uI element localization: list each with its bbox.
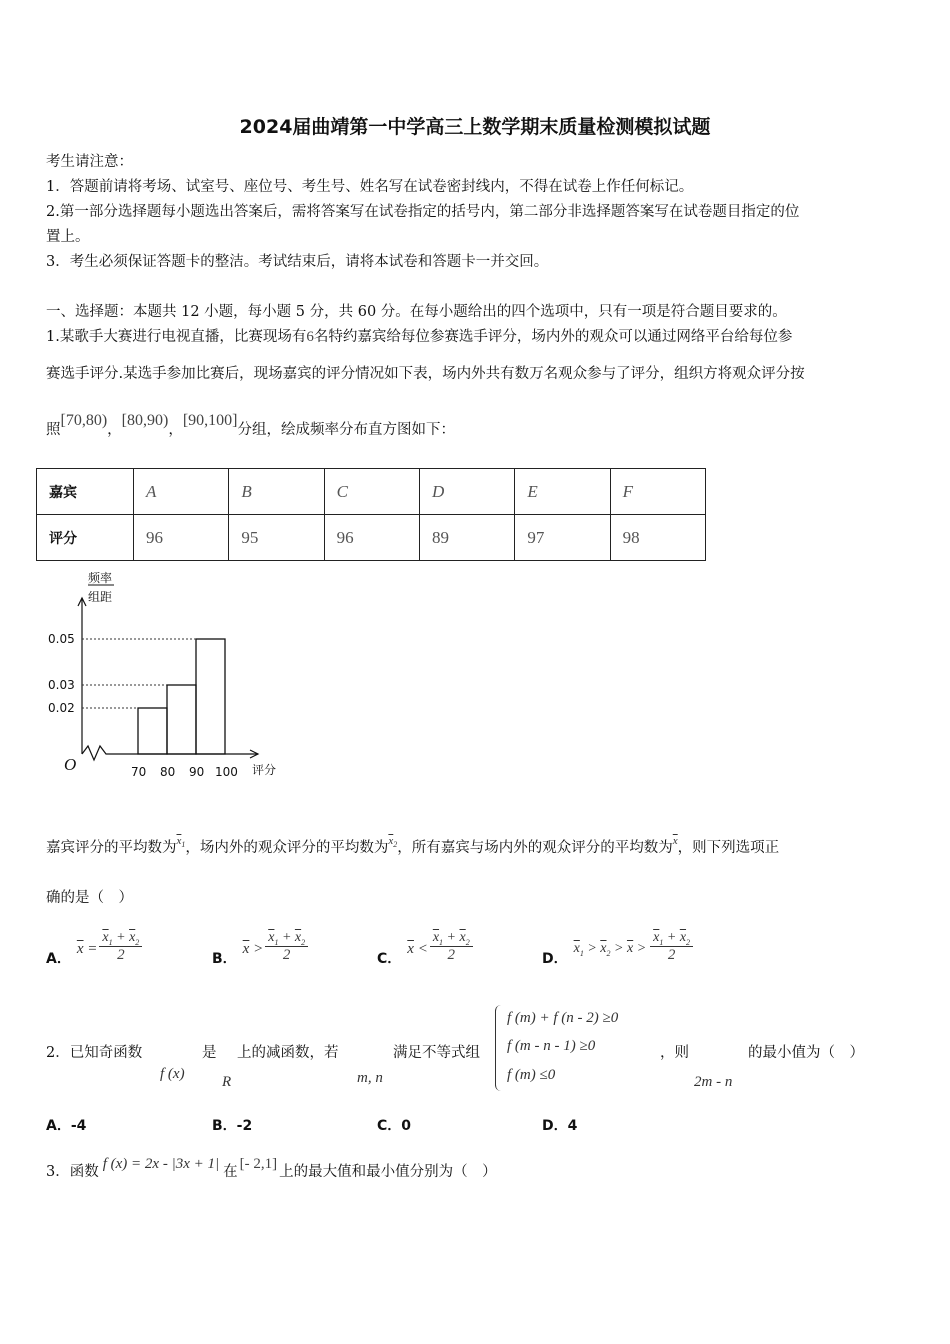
opt-b-num-x2: $\overline{x}$ (294, 929, 302, 945)
sep-1: ， (107, 422, 122, 438)
q2-sys3: f (m) ≤0 (507, 1067, 556, 1083)
interval-80-90: [80,90) (121, 412, 169, 429)
judge-f: F (610, 469, 705, 515)
q2-sys2: f (m - n - 1) ≥0 (507, 1038, 596, 1054)
opt-c-num-x1: $\overline{x}$ (432, 929, 440, 945)
q1-line1 (46, 327, 792, 347)
notice-item-1: 1．答题前请将考场、试室号、座位号、考生号、姓名写在试卷密封线内，不得在试卷上作任何标记。 (46, 179, 694, 195)
opt-a-den: 2 (117, 947, 125, 964)
q1-option-b[interactable] (212, 922, 308, 972)
opt-b-sub2: 2 (301, 937, 306, 947)
y-tick-label: 0.05 (48, 632, 75, 646)
q2-on: 上的减函数，若 (237, 1045, 339, 1061)
opt-b-plus: + (281, 929, 292, 945)
q1-line2: 赛选手评分.某选手参加比赛后，现场嘉宾的评分情况如下表，场内外共有数万名观众参与了评分，组织方将观众评分按 (46, 366, 805, 382)
opt-c-sub2: 2 (465, 937, 470, 947)
q2-then: ，则 (660, 1045, 689, 1061)
section-heading: 一、选择题：本题共 12 小题，每小题 5 分，共 60 分。在每小题给出的四个选项中，只有一项是符合题目要求的。 (46, 304, 787, 320)
histogram-bar (167, 685, 196, 754)
q2-mn: m, n (357, 1070, 383, 1086)
q3-prefix: 3．函数 (46, 1164, 99, 1180)
x-axis (82, 746, 258, 760)
opt-d-sub1: 1 (579, 948, 584, 958)
system-brace (495, 1005, 504, 1091)
opt-d-gt3: > (636, 940, 647, 956)
x-tick-label: 70 (131, 765, 147, 779)
q1-line3 (46, 412, 455, 440)
score-b: 95 (229, 515, 324, 561)
score-e: 97 (515, 515, 610, 561)
frequency-histogram (40, 568, 300, 783)
score-a: 96 (134, 515, 229, 561)
opt-a-num-x1: $\overline{x}$ (102, 929, 109, 945)
table-head-scores: 评分 (37, 515, 134, 561)
q3-line (46, 1156, 497, 1182)
q2-is: 是 (202, 1045, 217, 1061)
y-tick-label: 0.03 (48, 678, 75, 692)
table-head-judges: 嘉宾 (37, 469, 134, 515)
opt-a-eq: = (87, 940, 98, 957)
opt-d-gt1: > (587, 940, 597, 956)
q1-after-line1 (46, 835, 780, 863)
q1-line1-a: 1.某歌手大赛进行电视直播，比赛现场有 (46, 329, 307, 345)
q1-line3-b: 分组，绘成频率分布直方图如下： (237, 422, 455, 438)
q2-option-b[interactable]: B．-2 (212, 1118, 253, 1134)
q1-after-d: ，则下列选项正 (677, 840, 780, 856)
judge-c: C (324, 469, 419, 515)
q2-option-d[interactable]: D．4 (542, 1118, 578, 1134)
q1-after-line2: 确的是（ ） (46, 890, 133, 906)
x-axis-label: 评分 (252, 763, 277, 777)
x-bar: x (672, 835, 678, 847)
q3-suffix: 上的最大值和最小值分别为（ ） (279, 1164, 497, 1180)
opt-d-den: 2 (667, 947, 676, 964)
judge-a: A (134, 469, 229, 515)
opt-d-num-sub1: 1 (659, 937, 664, 947)
q1-option-c[interactable] (377, 922, 473, 972)
opt-a-xbar: $\overline{x}$ (76, 940, 84, 957)
q3-interval: [- 2,1] (239, 1156, 278, 1172)
opt-b-num-x1: $\overline{x}$ (268, 929, 275, 945)
y-axis-label-bottom: 组距 (88, 590, 113, 604)
opt-c-num-x2: $\overline{x}$ (459, 929, 466, 945)
score-f: 98 (610, 515, 705, 561)
judge-d: D (419, 469, 514, 515)
x-tick-label: 90 (189, 765, 205, 779)
option-b-label: B． (212, 951, 237, 967)
opt-c-den: 2 (447, 947, 456, 964)
notice-item-3: 3．考生必须保证答题卡的整洁。考试结束后，请将本试卷和答题卡一并交回。 (46, 254, 549, 270)
table-row (37, 469, 706, 515)
opt-d-x1: $\overline{x}$ (573, 940, 580, 956)
notice-heading: 考生请注意： (46, 154, 133, 170)
histogram-bar (196, 639, 225, 754)
opt-d-num-x2: $\overline{x}$ (679, 929, 687, 945)
opt-b-sub1: 1 (274, 937, 279, 947)
q1-line3-a: 照 (46, 422, 61, 438)
x2-bar: $\overline{x}$ (388, 835, 394, 847)
opt-a-sub1: 1 (108, 937, 113, 947)
table-row (37, 515, 706, 561)
origin-label: O (64, 755, 77, 774)
option-a-label: A． (46, 951, 71, 967)
interval-70-80: [70,80) (60, 412, 108, 429)
score-d: 89 (419, 515, 514, 561)
opt-b-xbar: $\overline{x}$ (242, 940, 250, 957)
histogram-bar (138, 708, 167, 754)
interval-90-100: [90,100] (182, 412, 238, 429)
opt-d-num-x1: $\overline{x}$ (653, 929, 660, 945)
option-d-label: D． (542, 951, 568, 967)
q2-minq: 的最小值为（ ） (748, 1045, 864, 1061)
q1-judge-count: 6 (306, 329, 314, 345)
opt-d-x2: $\overline{x}$ (600, 940, 607, 956)
opt-c-sub1: 1 (439, 937, 444, 947)
opt-c-plus: + (446, 929, 456, 945)
score-c: 96 (324, 515, 419, 561)
opt-d-sub2: 2 (606, 948, 611, 958)
q3-function: f (x) = 2x - |3x + 1| (102, 1156, 220, 1172)
opt-c-lt: < (417, 940, 428, 957)
q2-R: R (222, 1074, 232, 1090)
q1-option-d[interactable] (542, 922, 693, 972)
q1-option-a[interactable] (46, 922, 142, 972)
y-tick-label: 0.02 (48, 701, 75, 715)
x1-sub: 1 (181, 840, 186, 850)
opt-d-xbar: $\overline{x}$ (626, 940, 634, 956)
q1-line1-b: 名特约嘉宾给每位参赛选手评分，场内外的观众可以通过网络平台给每位参 (313, 329, 793, 345)
x1-bar: $\overline{x}$ (176, 835, 182, 847)
q2-option-c[interactable]: C．0 (377, 1118, 412, 1134)
q2-option-a[interactable]: A．-4 (46, 1118, 87, 1134)
opt-a-sub2: 2 (135, 937, 140, 947)
page-title: 2024届曲靖第一中学高三上数学期末质量检测模拟试题 (239, 116, 711, 138)
option-c-label: C． (377, 951, 402, 967)
judge-b: B (229, 469, 324, 515)
q2-prefix: 2．已知奇函数 (46, 1045, 143, 1061)
q1-after-c: ，所有嘉宾与场内外的观众评分的平均数为 (397, 840, 673, 856)
notice-item-2: 2.第一部分选择题每小题选出答案后，需将答案写在试卷指定的括号内，第二部分非选择题答案写在试卷题目指定的位 (46, 204, 800, 220)
x2-sub: 2 (393, 840, 398, 850)
judge-e: E (515, 469, 610, 515)
opt-a-plus: + (116, 929, 126, 945)
sep-2: ， (168, 422, 183, 438)
opt-a-num-x2: $\overline{x}$ (129, 929, 136, 945)
opt-b-gt: > (253, 940, 264, 957)
q3-on: 在 (223, 1164, 238, 1180)
opt-b-den: 2 (282, 947, 291, 964)
q1-after-a: 嘉宾评分的平均数为 (46, 840, 177, 856)
q2-f-of-x: f (x) (160, 1066, 185, 1082)
opt-d-num-sub2: 2 (686, 937, 691, 947)
opt-d-gt2: > (614, 940, 624, 956)
notice-item-2-cont: 置上。 (46, 229, 90, 245)
x-tick-label: 80 (160, 765, 176, 779)
x-tick-label: 100 (215, 765, 238, 779)
y-axis-label-top: 频率 (88, 571, 113, 585)
q2-sys1: f (m) + f (n - 2) ≥0 (507, 1010, 619, 1026)
judges-table (36, 468, 706, 561)
q1-after-b: ，场内外的观众评分的平均数为 (185, 840, 389, 856)
opt-d-plus: + (666, 929, 677, 945)
q2-expr: 2m - n (694, 1074, 733, 1090)
opt-c-xbar: $\overline{x}$ (407, 940, 414, 957)
q2-satisfy: 满足不等式组 (393, 1045, 480, 1061)
